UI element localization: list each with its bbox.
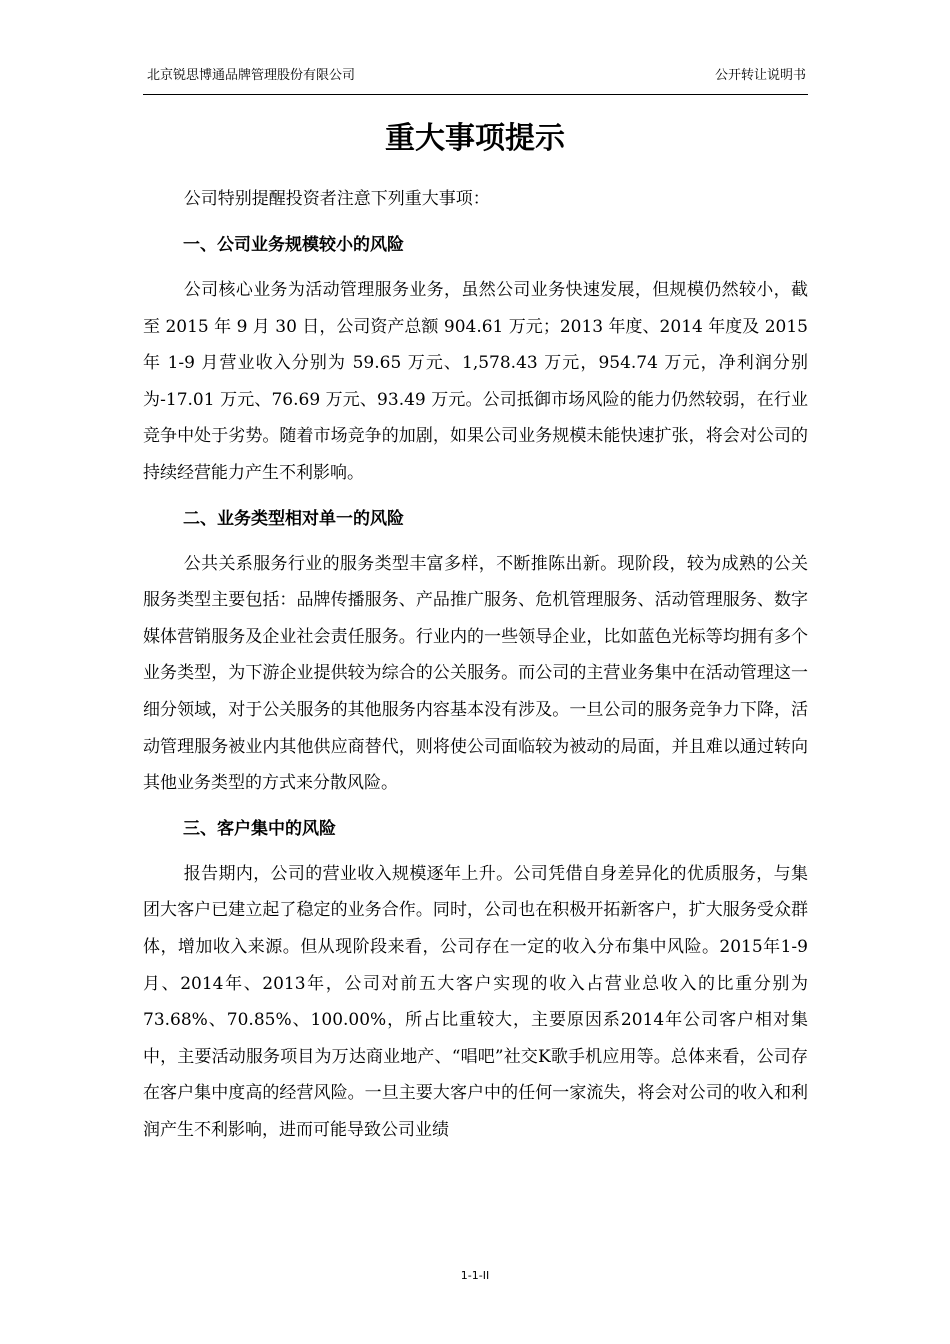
header-company-name: 北京锐思博通品牌管理股份有限公司 [147,68,356,83]
page-header [143,66,808,95]
section-heading: 一、公司业务规模较小的风险 [183,235,404,255]
section-heading: 二、业务类型相对单一的风险 [183,508,404,529]
intro-paragraph: 公司特别提醒投资者注意下列重大事项： [183,189,490,209]
section-business-scale-risk [143,218,808,492]
section-paragraph: 公共关系服务行业的服务类型丰富多样，不断推陈出新。现阶段，较为成熟的公关服务类型主要包括：品牌传播服务、产品推广服务、危机管理服务、活动管理服务、数字媒体营销服务及企业社会责任服务。行业内的一些领导企业，比如蓝色光标等均拥有多个业务类型，为下游企业提供较为综合的公关服务。而公司的主营业务集中在活动管理这一细分领域，对于公关服务的其他服务内容基本没有涉及。一旦公司的服务竞争力下降，活动管理服务被业内其他供应商替代，则将使公司面临较为被动的局面，并且难以通过转向其他业务类型的方式来分散风险。 [143,553,808,794]
section-heading: 三、客户集中的风险 [183,818,336,839]
section-paragraph: 公司核心业务为活动管理服务业务，虽然公司业务快速发展，但规模仍然较小，截至 2015 年 9 月 30 日，公司资产总额 904.61 万元；2013 年度、2014 年度及 2015 年 1-9 月营业收入分别为 59.65 万元、1,578.43 万元，954.74 万元，净利润分别为-17.01 万元、76.69 万元、93.49 万元。公司抵御市场风险的能力仍然较弱，在行业竞争中处于劣势。随着市场竞争的加剧，如果公司业务规模未能快速扩张，将会对公司的持续经营能力产生不利影响。 [143,280,808,483]
header-document-type: 公开转让说明书 [714,68,806,83]
section-single-business-type-risk [143,492,808,802]
page-title: 重大事项提示 [385,121,565,156]
section-customer-concentration-risk [143,802,808,1149]
page-number: 1-1-II [460,1269,490,1282]
document-body [143,180,808,1148]
section-paragraph: 报告期内，公司的营业收入规模逐年上升。公司凭借自身差异化的优质服务，与集团大客户已建立起了稳定的业务合作。同时，公司也在积极开拓新客户，扩大服务受众群体，增加收入来源。但从现阶段来看，公司存在一定的收入分布集中风险。2015年1-9月、2014年、2013年，公司对前五大客户实现的收入占营业总收入的比重分别为73.68%、70.85%、100.00%，所占比重较大，主要原因系2014年公司客户相对集中，主要活动服务项目为万达商业地产、“唱吧”社交K歌手机应用等。总体来看，公司存在客户集中度高的经营风险。一旦主要大客户中的任何一家流失，将会对公司的收入和利润产生不利影响，进而可能导致公司业绩 [143,863,808,1140]
